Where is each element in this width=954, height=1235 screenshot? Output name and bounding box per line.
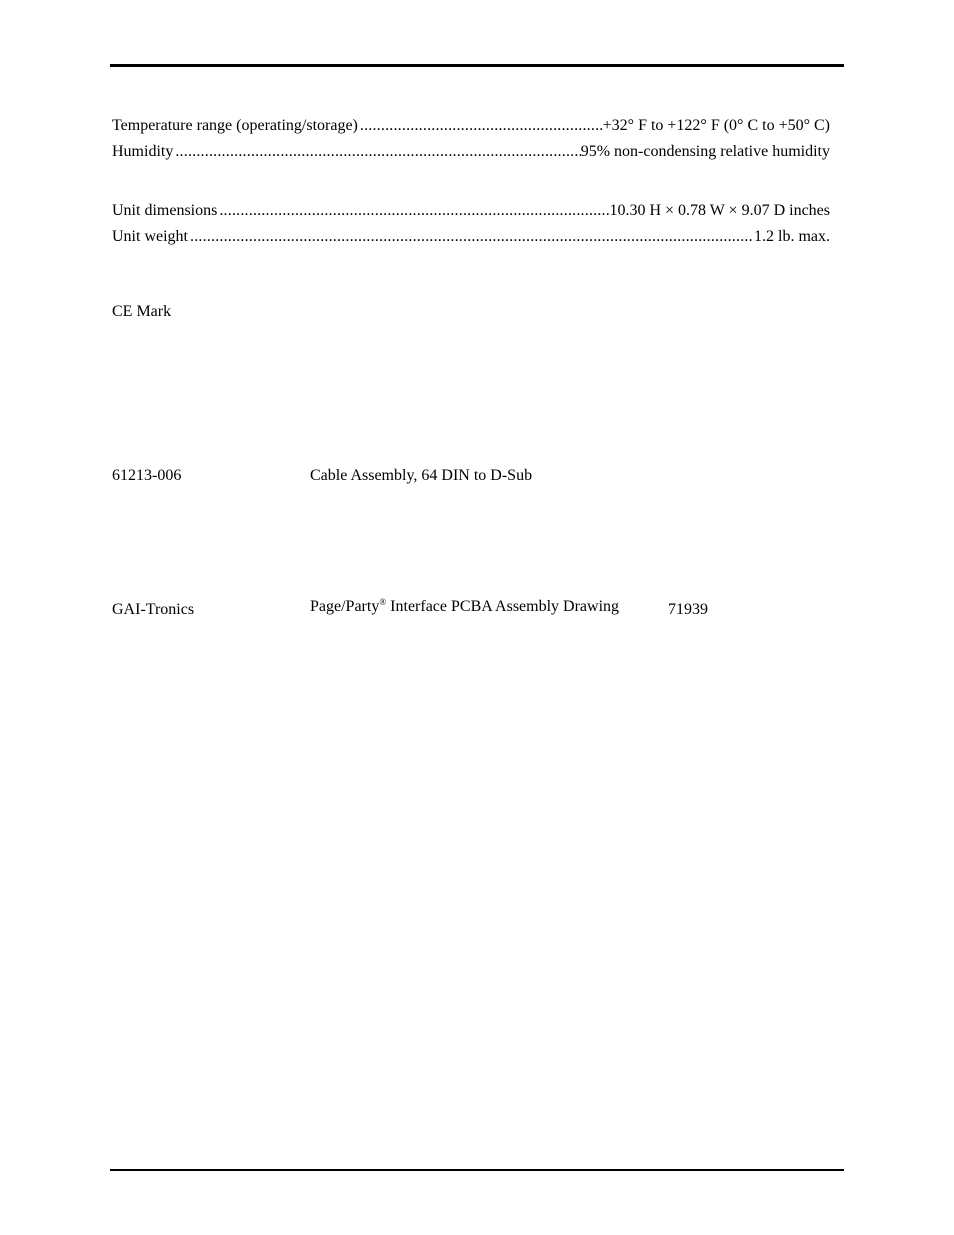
- spec-weight-value: 1.2 lb. max.: [754, 228, 830, 245]
- spec-temperature-row: [112, 115, 830, 137]
- spec-temperature-value: +32° F to +122° F (0° C to +50° C): [602, 117, 830, 134]
- dot-leader: [173, 141, 580, 163]
- ce-mark-text: CE Mark: [112, 303, 172, 320]
- dot-leader: [217, 200, 609, 222]
- header-rule: [110, 64, 844, 67]
- spec-humidity-label: Humidity: [112, 143, 174, 160]
- spec-dimensions-label: Unit dimensions: [112, 202, 218, 219]
- drawing-number: 71939: [668, 601, 708, 618]
- drawing-title: [310, 596, 619, 618]
- spec-weight-row: [112, 226, 830, 248]
- spec-dimensions-row: [112, 200, 830, 222]
- dot-leader: [188, 226, 754, 248]
- footer-rule: [110, 1169, 844, 1171]
- spec-humidity-value: 95% non-condensing relative humidity: [580, 143, 830, 160]
- registered-mark: ®: [379, 597, 387, 607]
- drawing-company: GAI-Tronics: [112, 601, 195, 618]
- accessory-description: Cable Assembly, 64 DIN to D-Sub: [310, 467, 533, 484]
- spec-weight-label: Unit weight: [112, 228, 188, 245]
- spec-humidity-row: [112, 141, 830, 163]
- dot-leader: [358, 115, 603, 137]
- drawing-title-suffix: Interface PCBA Assembly Drawing: [386, 598, 620, 615]
- spec-dimensions-value: 10.30 H × 0.78 W × 9.07 D inches: [609, 202, 830, 219]
- drawing-title-prefix: Page/Party: [310, 598, 380, 615]
- accessory-part-number: 61213-006: [112, 467, 182, 484]
- spec-temperature-label: Temperature range (operating/storage): [112, 117, 358, 134]
